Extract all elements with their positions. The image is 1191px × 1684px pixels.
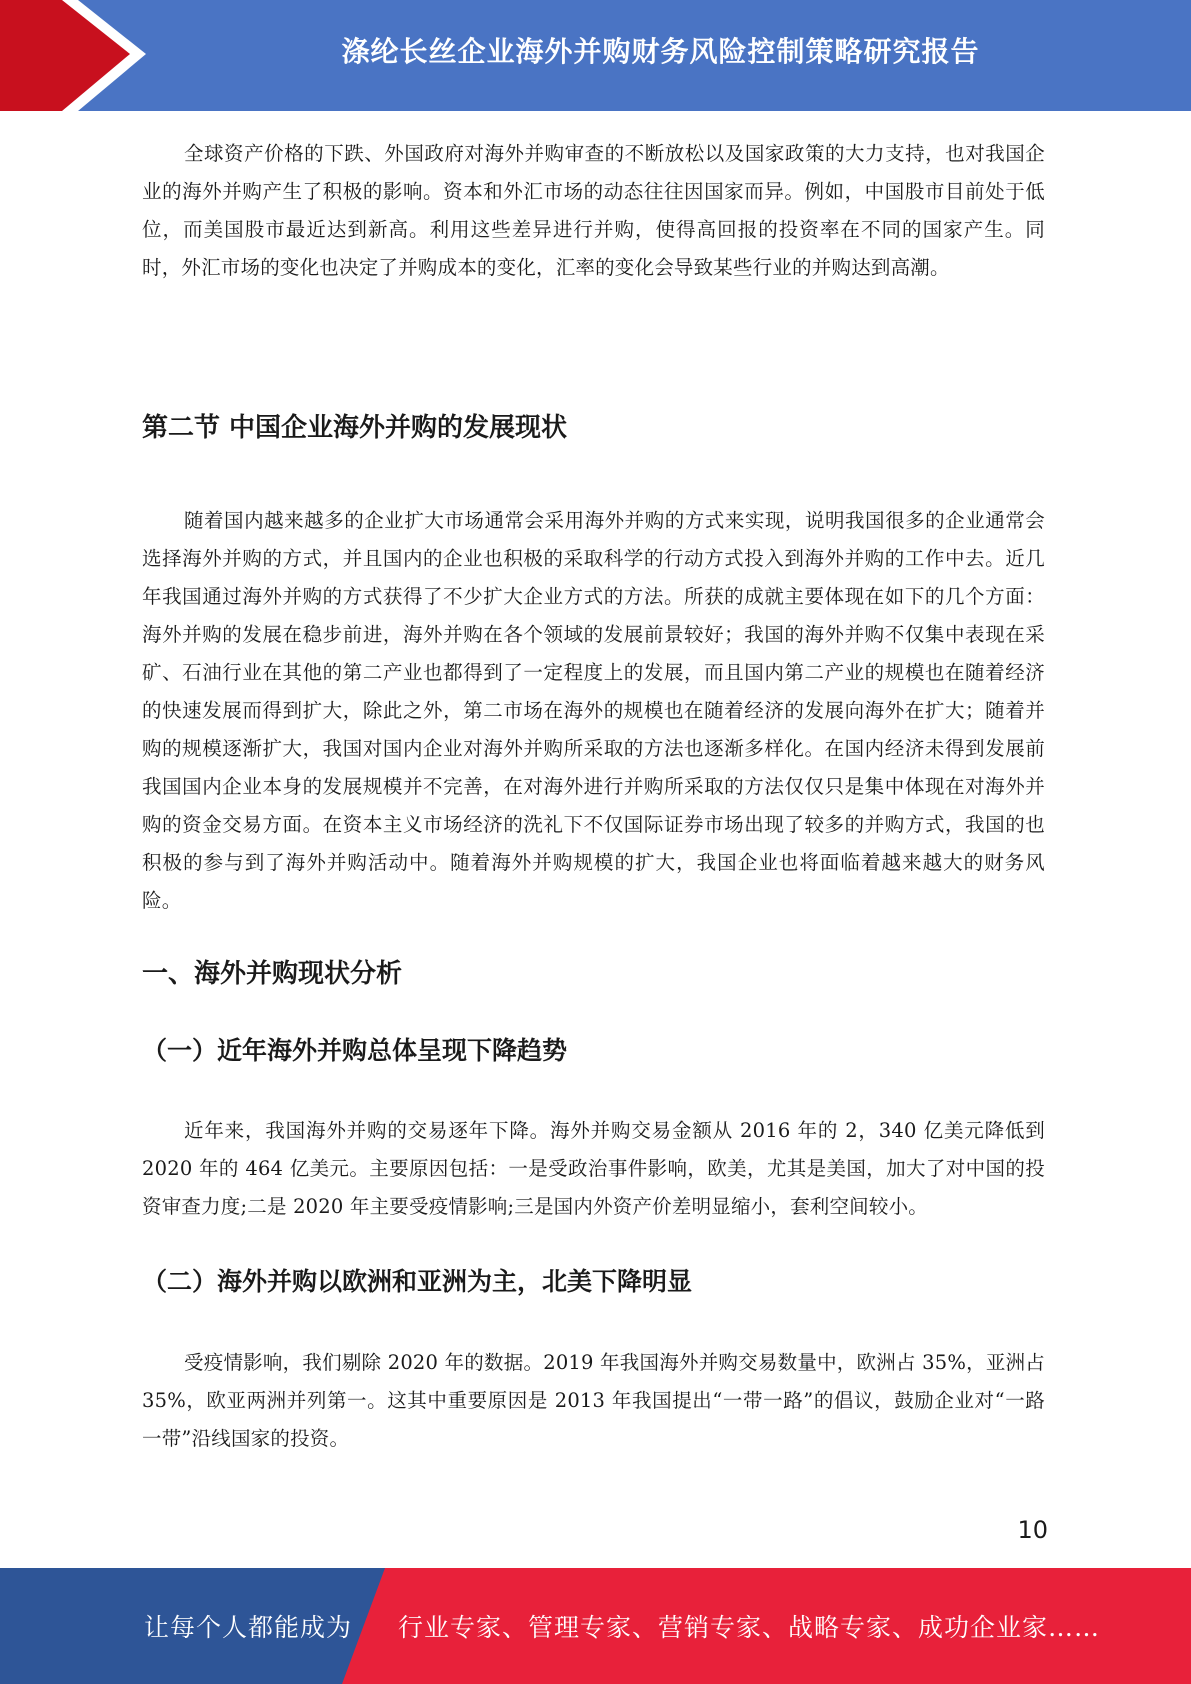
item1-title: （一）近年海外并购总体呈现下降趋势	[142, 1036, 568, 1065]
footer-slogan-right: 行业专家、管理专家、营销专家、战略专家、成功企业家……	[398, 1613, 1101, 1642]
item1-paragraph: 近年来，我国海外并购的交易逐年下降。海外并购交易金额从 2016 年的 2，340 亿美元降低到 2020 年的 464 亿美元。主要原因包括：一是受政治事件影响，欧美，尤其是美国，加大了对中国的投资审查力度;二是 2020 年主要受疫情影响;三是国内外资产价差明显缩小，套利空间较小。	[142, 1119, 1045, 1218]
item2-paragraph: 受疫情影响，我们剔除 2020 年的数据。2019 年我国海外并购交易数量中，欧洲占 35%，亚洲占 35%，欧亚两洲并列第一。这其中重要原因是 2013 年我国提出“一带一路”的倡议，鼓励企业对“一路一带”沿线国家的投资。	[142, 1351, 1045, 1450]
page-footer	[0, 1568, 1191, 1684]
item2-title: （二）海外并购以欧洲和亚洲为主，北美下降明显	[142, 1267, 693, 1296]
subsection-title: 一、海外并购现状分析	[142, 959, 403, 989]
page-header	[0, 0, 1191, 111]
footer-slogan-left: 让每个人都能成为	[144, 1613, 353, 1642]
section-title: 第二节 中国企业海外并购的发展现状	[142, 413, 568, 443]
page-number: 10	[1017, 1516, 1048, 1544]
section-paragraph: 随着国内越来越多的企业扩大市场通常会采用海外并购的方式来实现，说明我国很多的企业通常会选择海外并购的方式，并且国内的企业也积极的采取科学的行动方式投入到海外并购的工作中去。近几年我国通过海外并购的方式获得了不少扩大企业方式的方法。所获的成就主要体现在如下的几个方面：海外并购的发展在稳步前进，海外并购在各个领域的发展前景较好；我国的海外并购不仅集中表现在采矿、石油行业在其他的第二产业也都得到了一定程度上的发展，而且国内第二产业的规模也在随着经济的快速发展而得到扩大，除此之外，第二市场在海外的规模也在随着经济的发展向海外在扩大；随着并购的规模逐渐扩大，我国对国内企业对海外并购所采取的方法也逐渐多样化。在国内经济未得到发展前我国国内企业本身的发展规模并不完善，在对海外进行并购所采取的方法仅仅只是集中体现在对海外并购的资金交易方面。在资本主义市场经济的洗礼下不仅国际证券市场出现了较多的并购方式，我国的也积极的参与到了海外并购活动中。随着海外并购规模的扩大，我国企业也将面临着越来越大的财务风险。	[142, 509, 1045, 912]
intro-paragraph: 全球资产价格的下跌、外国政府对海外并购审查的不断放松以及国家政策的大力支持，也对我国企业的海外并购产生了积极的影响。资本和外汇市场的动态往往因国家而异。例如，中国股市目前处于低位，而美国股市最近达到新高。利用这些差异进行并购，使得高回报的投资率在不同的国家产生。同时，外汇市场的变化也决定了并购成本的变化，汇率的变化会导致某些行业的并购达到高潮。	[142, 142, 1045, 279]
report-title: 涤纶长丝企业海外并购财务风险控制策略研究报告	[341, 35, 980, 68]
